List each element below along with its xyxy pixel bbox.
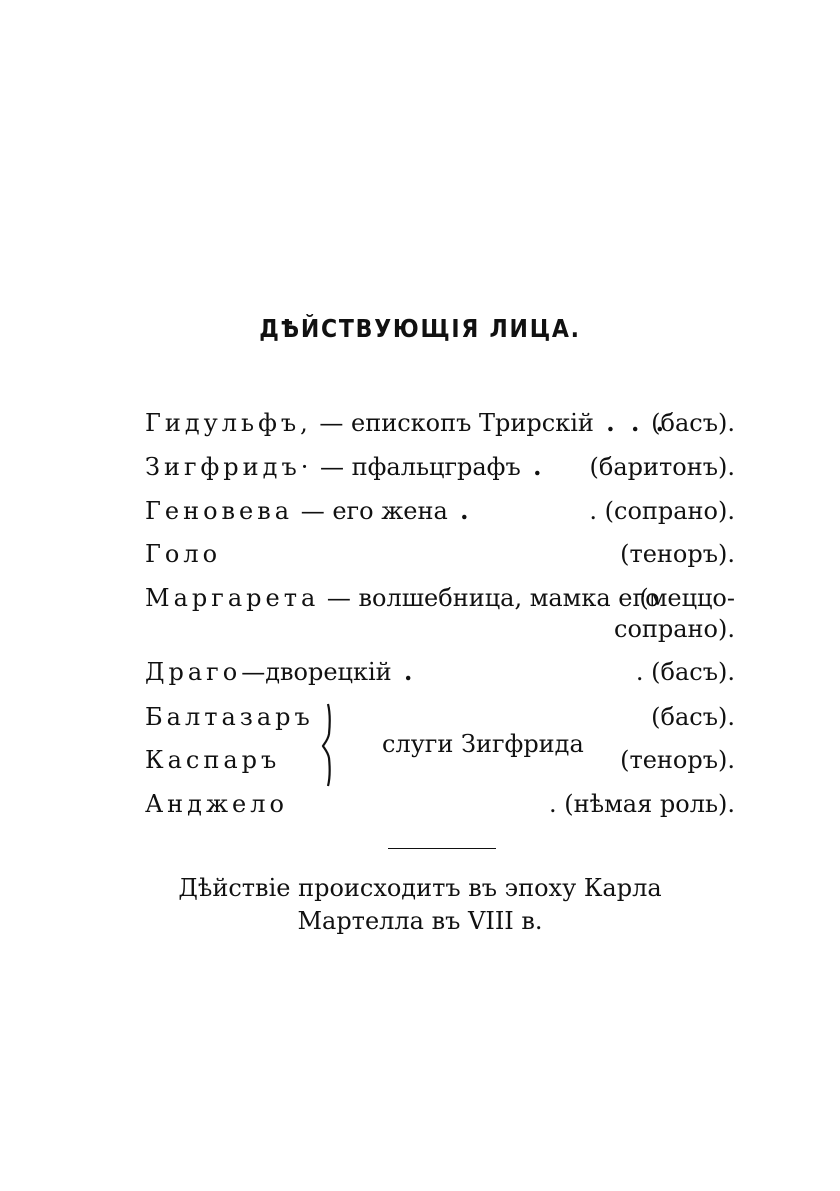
page-heading: ДѢЙСТВУЮЩІЯ ЛИЦА. xyxy=(259,314,581,343)
cast-row-zigfrid xyxy=(145,447,735,487)
cast-name: Драго xyxy=(145,658,242,686)
cast-name-cell xyxy=(145,534,221,574)
servants-label: слуги Зигфрида xyxy=(382,730,584,758)
cast-name-cell xyxy=(145,491,473,531)
cast-name-cell xyxy=(145,403,668,443)
cast-leader-dots: . . . xyxy=(593,408,669,437)
setting-note xyxy=(0,872,840,938)
cast-leader-dots: . xyxy=(447,496,473,525)
cast-name-cell xyxy=(145,652,416,692)
cast-description: — его жена xyxy=(293,497,448,525)
servants-brace xyxy=(318,700,348,790)
cast-name: Геновева xyxy=(145,497,294,525)
cast-description: — епископъ Трирскій xyxy=(311,409,594,437)
cast-voice: (басъ). xyxy=(651,703,735,731)
cast-voice: (меццо- xyxy=(639,584,735,612)
cast-voice: (теноръ). xyxy=(620,746,735,774)
cast-row-andzhelo xyxy=(145,784,735,824)
cast-voice: . (басъ). xyxy=(635,658,735,686)
cast-row-margareta-cont xyxy=(145,609,735,649)
setting-note-line: Мартелла въ VIII в. xyxy=(297,907,543,935)
cast-row-drago xyxy=(145,652,735,692)
cast-name: Балтазаръ xyxy=(145,703,314,731)
cast-voice: (басъ). xyxy=(651,409,735,437)
divider-rule xyxy=(388,848,496,849)
cast-voice: (теноръ). xyxy=(620,540,735,568)
cast-description: — пфальцграфъ xyxy=(312,453,521,481)
cast-description: —дворецкій xyxy=(241,658,392,686)
cast-row-golo xyxy=(145,534,735,574)
cast-name: Анджело xyxy=(145,790,288,818)
cast-leader-dots: . xyxy=(391,657,417,686)
cast-name: Маргарета xyxy=(145,584,320,612)
cast-voice: . (нѣмая роль). xyxy=(549,790,735,818)
cast-voice-continued: сопрано). xyxy=(614,615,735,643)
cast-name: Гидульфъ, xyxy=(145,409,312,437)
setting-note-line: Дѣйствіе происходитъ въ эпоху Карла xyxy=(178,874,662,902)
cast-name-cell xyxy=(145,447,545,487)
cast-leader-dots: . xyxy=(520,452,546,481)
cast-voice: . (сопрано). xyxy=(589,497,735,525)
cast-name: Каспаръ xyxy=(145,746,281,774)
cast-name: Голо xyxy=(145,540,222,568)
cast-row-genoveva xyxy=(145,491,735,531)
cast-description: — волшебница, мамка его xyxy=(319,584,660,612)
cast-name: Зигфридъ· xyxy=(145,453,313,481)
cast-voice: (баритонъ). xyxy=(589,453,735,481)
cast-row-gidulf xyxy=(145,403,735,443)
